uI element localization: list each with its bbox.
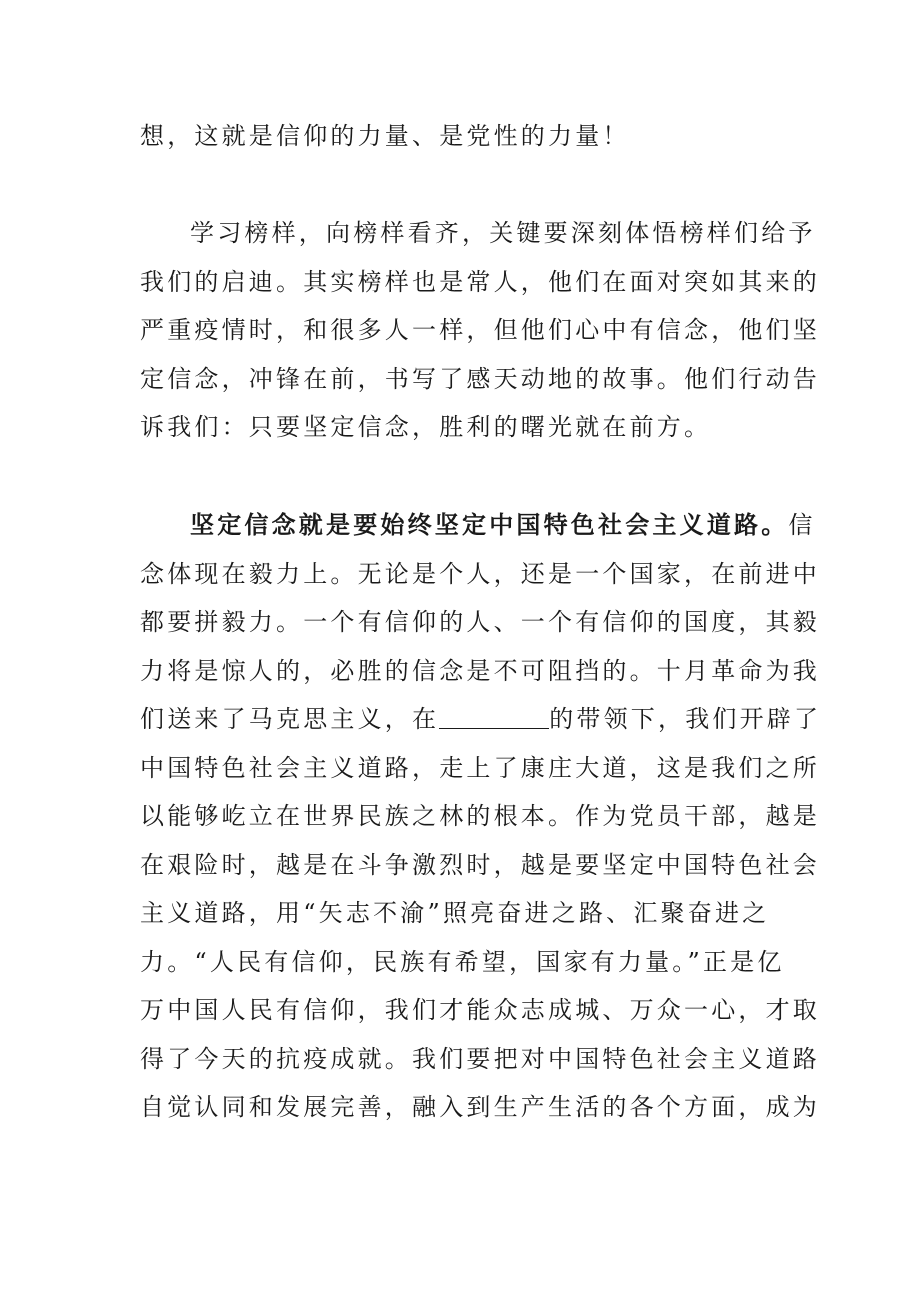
paragraph-line: 在艰险时，越是在斗争激烈时，越是要坚定中国特色社会	[140, 850, 820, 879]
blank-line-after: 的带领下，我们开辟了	[549, 705, 822, 733]
paragraph-line: 念体现在毅力上。无论是个人，还是一个国家，在前进中	[140, 559, 820, 588]
paragraph-line: 中国特色社会主义道路，走上了康庄大道，这是我们之所	[140, 753, 820, 782]
paragraph-line: 想，这就是信仰的力量、是党性的力量！	[140, 122, 630, 150]
paragraph-line: 都要拼毅力。一个有信仰的人、一个有信仰的国度，其毅	[140, 608, 820, 636]
blank-line-before: 们送来了马克思主义，在	[140, 705, 440, 733]
paragraph-line: 诉我们：只要坚定信念，胜利的曙光就在前方。	[140, 413, 712, 441]
fill-in-blank-line	[140, 695, 822, 744]
paragraph-line: 力将是惊人的，必胜的信念是不可阻挡的。十月革命为我	[140, 656, 820, 685]
heading-trailing-text: 信	[788, 511, 816, 539]
paragraph-line: 力。“人民有信仰，民族有希望，国家有力量。”正是亿	[140, 947, 785, 976]
paragraph-line: 以能够屹立在世界民族之林的根本。作为党员干部，越是	[140, 802, 820, 830]
paragraph-line: 万中国人民有信仰，我们才能众志成城、万众一心，才取	[140, 996, 820, 1024]
paragraph-line: 严重疫情时，和很多人一样，但他们心中有信念，他们坚	[140, 316, 820, 344]
bold-heading: 坚定信念就是要始终坚定中国特色社会主义道路。	[190, 510, 789, 539]
paragraph-1	[140, 112, 760, 161]
paragraph-line: 得了今天的抗疫成就。我们要把对中国特色社会主义道路	[140, 1044, 820, 1073]
paragraph-line: 主义道路，用“矢志不渝”照亮奋进之路、汇聚奋进之	[140, 899, 770, 927]
paragraph-3	[140, 501, 822, 1132]
paragraph-2	[140, 209, 820, 452]
paragraph-line: 学习榜样，向榜样看齐，关键要深刻体悟榜样们给予	[190, 219, 816, 247]
paragraph-line: 我们的启迪。其实榜样也是常人，他们在面对突如其来的	[140, 267, 820, 296]
fill-in-blank	[439, 702, 549, 729]
paragraph-line: 定信念，冲锋在前，书写了感天动地的故事。他们行动告	[140, 364, 820, 393]
paragraph-line: 自觉认同和发展完善，融入到生产生活的各个方面，成为	[140, 1093, 820, 1121]
paragraph-first-line	[140, 501, 816, 550]
